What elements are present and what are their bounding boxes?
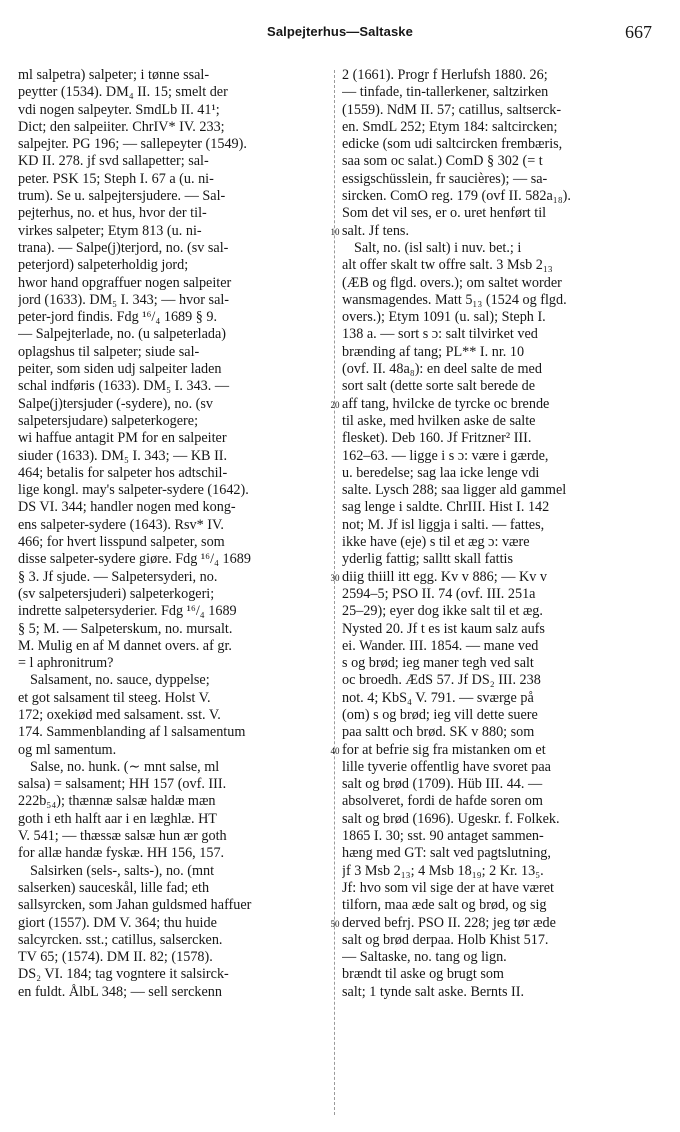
text-line: 2594–5; PSO II. 74 (ovf. III. 251a xyxy=(342,585,536,602)
text-line: brændt til aske og brugt som xyxy=(342,966,504,983)
text-line: V. 541; — thæssæ salsæ hun ær goth xyxy=(18,828,227,845)
text-line: 162–63. — ligge i s ɔ: være i gærde, xyxy=(342,447,549,464)
text-line: hæng med GT: salt ved pagtslutning, xyxy=(342,845,551,862)
text-line: — Salpejterlade, no. (u salpeterlada) xyxy=(18,326,226,343)
text-line: (sv salpetersjuderi) salpeterkogeri; xyxy=(18,585,215,602)
text-line: virkes salpeter; Etym 813 (u. ni- xyxy=(18,222,202,239)
page-header xyxy=(0,20,680,44)
text-line: salserken) sauceskål, lille fad; eth xyxy=(18,879,210,896)
text-line: salsa) = salsament; HH 157 (ovf. III. xyxy=(18,776,227,793)
text-line: peterjord) salpeterholdig jord; xyxy=(18,257,189,274)
text-line: peytter (1534). DM₄ II. 15; smelt der xyxy=(18,84,228,101)
running-title: Salpejterhus—Saltaske xyxy=(267,24,413,39)
text-line: § 3. Jf sjude. — Salpetersyderi, no. xyxy=(18,568,218,585)
text-line: 466; for hvert lisspund salpeter, som xyxy=(18,534,225,551)
text-line: DS₂ VI. 184; tag vogntere it salsirck- xyxy=(18,966,229,983)
text-line: Salse, no. hunk. (∼ mnt salse, ml xyxy=(30,758,220,775)
text-line: = l aphronitrum? xyxy=(18,655,114,672)
text-line: indrette salpetersyderier. Fdg ¹⁶/₄ 1689 xyxy=(18,603,237,620)
text-line: ei. Wander. III. 1854. — mane ved xyxy=(342,637,539,654)
text-line: Salsament, no. sauce, dyppelse; xyxy=(30,672,210,689)
text-line: Jf: hvo som vil sige der at have været xyxy=(342,879,554,896)
text-line: flesket). Deb 160. Jf Fritzner² III. xyxy=(342,430,532,447)
text-line: salcyrcken. sst.; catillus, salsercken. xyxy=(18,931,223,948)
text-line: (ÆB og flgd. overs.); om saltet worder xyxy=(342,274,562,291)
text-line: hwor hand opgraffuer nogen salpeiter xyxy=(18,274,232,291)
text-line: sallsyrcken, som Jahan guldsmed haffuer xyxy=(18,897,252,914)
text-line: siuder (1633). DM₅ I. 343; — KB II. xyxy=(18,447,228,464)
text-line: (om) s og brød; ieg vill dette suere xyxy=(342,706,538,723)
text-line: saa som oc salat.) ComD § 302 (= t xyxy=(342,153,543,170)
text-line: KD II. 278. jf svd sallapetter; sal- xyxy=(18,153,209,170)
text-line: salt og brød derpaa. Holb Khist 517. xyxy=(342,931,549,948)
text-line: disse salpeter-sydere giøre. Fdg ¹⁶/₄ 1689 xyxy=(18,551,251,568)
text-line: not; M. Jf isl liggja i salti. — fattes, xyxy=(342,516,545,533)
text-line: paa saltt och brød. SK v 880; som xyxy=(342,724,535,741)
text-line: peter. PSK 15; Steph I. 67 a (u. ni- xyxy=(18,170,214,187)
text-line: absolveret, fordi de hafde soren om xyxy=(342,793,543,810)
text-line: overs.); Etym 1091 (u. sal); Steph I. xyxy=(342,309,546,326)
text-line: 25–29); eyer dog ikke salt til et æg. xyxy=(342,603,543,620)
text-line: derved befrj. PSO II. 228; jeg tør æde xyxy=(342,914,556,931)
text-line: sort salt (dette sorte salt berede de xyxy=(342,378,536,395)
text-line: for allæ handæ fyskæ. HH 156, 157. xyxy=(18,845,225,862)
text-line: wansmagendes. Matt 5₁₃ (1524 og flgd. xyxy=(342,291,567,308)
text-line: vdi nogen salpeyter. SmdLb II. 41¹; xyxy=(18,101,220,118)
text-line: Dict; den salpeiiter. ChrIV* IV. 233; xyxy=(18,118,225,135)
text-line: salpejter. PG 196; — sallepeyter (1549). xyxy=(18,136,247,153)
text-line: og ml samentum. xyxy=(18,741,117,758)
text-line: M. Mulig en af M dannet overs. af gr. xyxy=(18,637,232,654)
text-line: DS VI. 344; handler nogen med kong- xyxy=(18,499,236,516)
text-line: Salt, no. (isl salt) i nuv. bet.; i xyxy=(354,239,522,256)
text-line: schal indføris (1633). DM₅ I. 343. — xyxy=(18,378,230,395)
text-line: aff tang, hvilcke de tyrcke oc brende xyxy=(342,395,550,412)
text-line: diig thiill itt egg. Kv v 886; — Kv v xyxy=(342,568,547,585)
text-line: salte. Lysch 288; saa ligger ald gammel xyxy=(342,482,567,499)
text-line: 2 (1661). Progr f Herlufsh 1880. 26; xyxy=(342,67,548,83)
text-line: — tinfade, tin-tallerkener, saltzirken xyxy=(342,84,549,101)
line-number: 30 xyxy=(330,572,340,583)
text-line: essigschüsslein, fr saucières); — sa- xyxy=(342,170,548,187)
text-line: oplagshus til salpeter; siude sal- xyxy=(18,343,200,360)
text-line: jord (1633). DM₅ I. 343; — hvor sal- xyxy=(18,291,230,308)
text-line: pejterhus, no. et hus, hvor der til- xyxy=(18,205,207,222)
text-line: trana). — Salpe(j)terjord, no. (sv sal- xyxy=(18,239,229,256)
text-line: lille tyverie offentlig have svoret paa xyxy=(342,758,551,775)
text-line: 1865 I. 30; sst. 90 antaget sammen- xyxy=(342,828,544,845)
line-number: 50 xyxy=(330,918,340,929)
text-line: yderlig fattig; salltt skall fattis xyxy=(342,551,514,568)
text-line: ikke have (eje) s til et æg ɔ: være xyxy=(342,534,530,551)
text-line: 174. Sammenblanding af l salsamentum xyxy=(18,724,246,741)
text-line: til aske, med hvilken aske de salte xyxy=(342,412,536,429)
line-number: 40 xyxy=(330,745,340,756)
line-number: 10 xyxy=(330,226,340,237)
text-line: oc broedh. ÆdS 57. Jf DS₂ III. 238 xyxy=(342,672,541,689)
page-number: 667 xyxy=(625,22,652,42)
text-line: et got salsament til steeg. Holst V. xyxy=(18,689,211,706)
line-number: 20 xyxy=(330,399,340,410)
left-column xyxy=(18,67,326,1001)
text-line: TV 65; (1574). DM II. 82; (1578). xyxy=(18,949,213,966)
text-line: giort (1557). DM V. 364; thu huide xyxy=(18,914,217,931)
text-line: Nysted 20. Jf t es ist kaum salz aufs xyxy=(342,620,545,637)
text-line: Salpe(j)tersjuder (-sydere), no. (sv xyxy=(18,395,214,412)
text-line: 222b₅₄); thænnæ salsæ haldæ mæn xyxy=(18,793,216,810)
text-line: brænding af tang; PL** I. nr. 10 xyxy=(342,343,525,360)
text-line: ens salpeter-sydere (1643). Rsv* IV. xyxy=(18,516,224,533)
text-line: wi haffue antagit PM for en salpeiter xyxy=(18,430,227,447)
text-line: trum). Se u. salpejtersjudere. — Sal- xyxy=(18,188,226,205)
text-line: peter-jord findis. Fdg ¹⁶/₄ 1689 § 9. xyxy=(18,309,218,326)
text-line: § 5; M. — Salpeterskum, no. mursalt. xyxy=(18,620,233,637)
text-line: sag lenge i saldte. ChrIII. Hist I. 142 xyxy=(342,499,550,516)
text-line: salt og brød (1696). Ugeskr. f. Folkek. xyxy=(342,810,560,827)
text-line: 172; oxekiød med salsament. sst. V. xyxy=(18,706,221,723)
text-line: peiter, som siden udj salpeiter laden xyxy=(18,361,222,378)
text-line: — Saltaske, no. tang og lign. xyxy=(342,949,507,966)
text-line: (ovf. II. 48a₈): en deel salte de med xyxy=(342,361,542,378)
text-line: s og brød; ieg maner tegh ved salt xyxy=(342,655,534,672)
text-line: for at befrie sig fra mistanken om et xyxy=(342,741,546,758)
text-line: edicke (som udi saltcircken frembæris, xyxy=(342,136,563,153)
text-line: alt offer skalt tw offre salt. 3 Msb 2₁₃ xyxy=(342,257,553,274)
text-line: not. 4; KbS₄ V. 791. — sværge på xyxy=(342,689,534,706)
text-line: 464; betalis for salpeter hos adtschil- xyxy=(18,464,228,481)
text-line: goth i eth halft aar i en læghlæ. HT xyxy=(18,810,217,827)
text-line: salt; 1 tynde salt aske. Bernts II. xyxy=(342,983,525,1000)
text-line: u. beredelse; sag laa icke lenge vdi xyxy=(342,464,540,481)
text-line: salpetersjudare) salpeterkogere; xyxy=(18,412,199,429)
text-line: lige kongl. may's salpeter-sydere (1642). xyxy=(18,482,249,499)
right-column xyxy=(342,67,666,1001)
text-line: en fuldt. ÅlbL 348; — sell serckenn xyxy=(18,983,222,1000)
text-line: en. SmdL 252; Etym 184: saltcircken; xyxy=(342,118,558,135)
text-line: salt. Jf tens. xyxy=(342,222,409,239)
text-line: ml salpetra) salpeter; i tønne ssal- xyxy=(18,67,210,83)
text-line: salt og brød (1709). Hüb III. 44. — xyxy=(342,776,543,793)
text-line: 138 a. — sort s ɔ: salt tilvirket ved xyxy=(342,326,538,343)
text-line: sircken. ComO reg. 179 (ovf II. 582a₁₈). xyxy=(342,188,571,205)
text-line: (1559). NdM II. 57; catillus, saltserck- xyxy=(342,101,562,118)
text-line: Som det vil ses, er o. uret henført til xyxy=(342,205,547,222)
text-line: jf 3 Msb 2₁₃; 4 Msb 18₁₉; 2 Kr. 13₅. xyxy=(342,862,544,879)
text-line: Salsirken (sels-, salts-), no. (mnt xyxy=(30,862,215,879)
text-line: tilforn, maa æde salt og brød, og sig xyxy=(342,897,547,914)
